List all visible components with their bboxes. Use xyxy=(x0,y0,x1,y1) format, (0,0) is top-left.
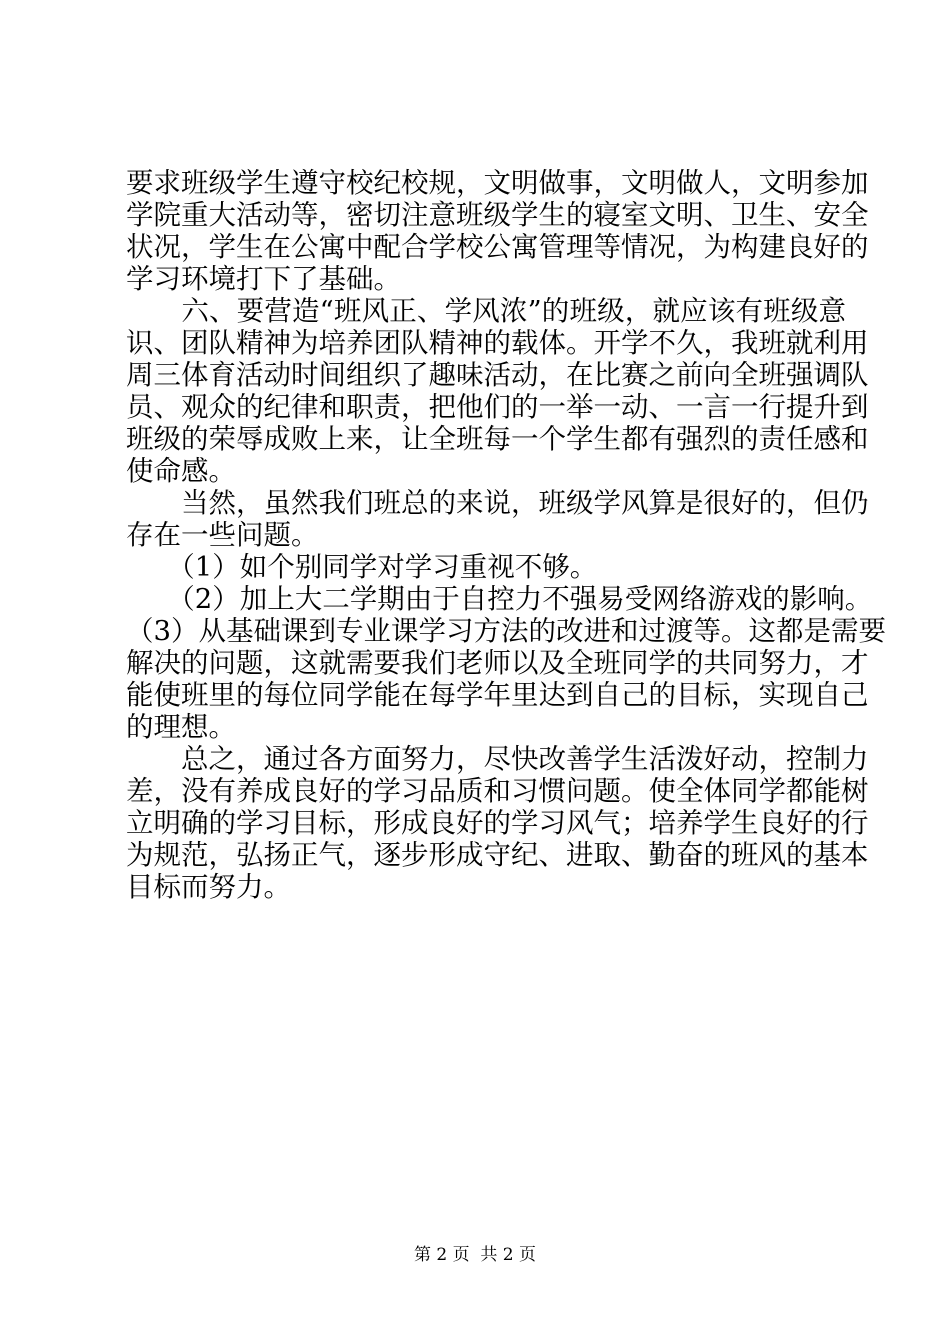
text-line: 周三体育活动时间组织了趣味活动，在比赛之前向全班强调队 xyxy=(126,359,869,391)
text-line: 存在一些问题。 xyxy=(126,519,319,551)
document-body xyxy=(126,167,886,903)
text-line: 为规范，弘扬正气，逐步形成守纪、进取、勤奋的班风的基本 xyxy=(126,839,869,871)
text-line: 员、观众的纪律和职责，把他们的一举一动、一言一行提升到 xyxy=(126,391,869,423)
text-line: （3）从基础课到专业课学习方法的改进和过渡等。这都是需要 xyxy=(126,615,886,647)
text-line: 班级的荣辱成败上来，让全班每一个学生都有强烈的责任感和 xyxy=(126,423,869,455)
text-line: 学习环境打下了基础。 xyxy=(126,263,401,295)
text-line: 要求班级学生遵守校纪校规，文明做事，文明做人，文明参加 xyxy=(126,167,869,199)
text-line: 能使班里的每位同学能在每学年里达到自己的目标，实现自己 xyxy=(126,679,869,711)
text-line: 识、团队精神为培养团队精神的载体。开学不久，我班就利用 xyxy=(126,327,869,359)
text-line: 总之，通过各方面努力，尽快改善学生活泼好动，控制力 xyxy=(126,743,869,775)
text-line: （2）加上大二学期由于自控力不强易受网络游戏的影响。 xyxy=(126,583,873,615)
text-line: 差，没有养成良好的学习品质和习惯问题。使全体同学都能树 xyxy=(126,775,869,807)
text-line: 学院重大活动等，密切注意班级学生的寝室文明、卫生、安全 xyxy=(126,199,869,231)
page-footer: 第 2 页 共 2 页 xyxy=(413,1245,537,1265)
text-line: 立明确的学习目标，形成良好的学习风气；培养学生良好的行 xyxy=(126,807,869,839)
text-line: 目标而努力。 xyxy=(126,871,291,903)
text-line: 状况，学生在公寓中配合学校公寓管理等情况，为构建良好的 xyxy=(126,231,869,263)
text-line: 使命感。 xyxy=(126,455,236,487)
text-line: 解决的问题，这就需要我们老师以及全班同学的共同努力，才 xyxy=(126,647,869,679)
text-line: 当然，虽然我们班总的来说，班级学风算是很好的，但仍 xyxy=(126,487,869,519)
text-line: 的理想。 xyxy=(126,711,236,743)
text-line: （1）如个别同学对学习重视不够。 xyxy=(126,551,598,583)
text-line: 六、要营造“班风正、学风浓”的班级，就应该有班级意 xyxy=(126,295,846,327)
